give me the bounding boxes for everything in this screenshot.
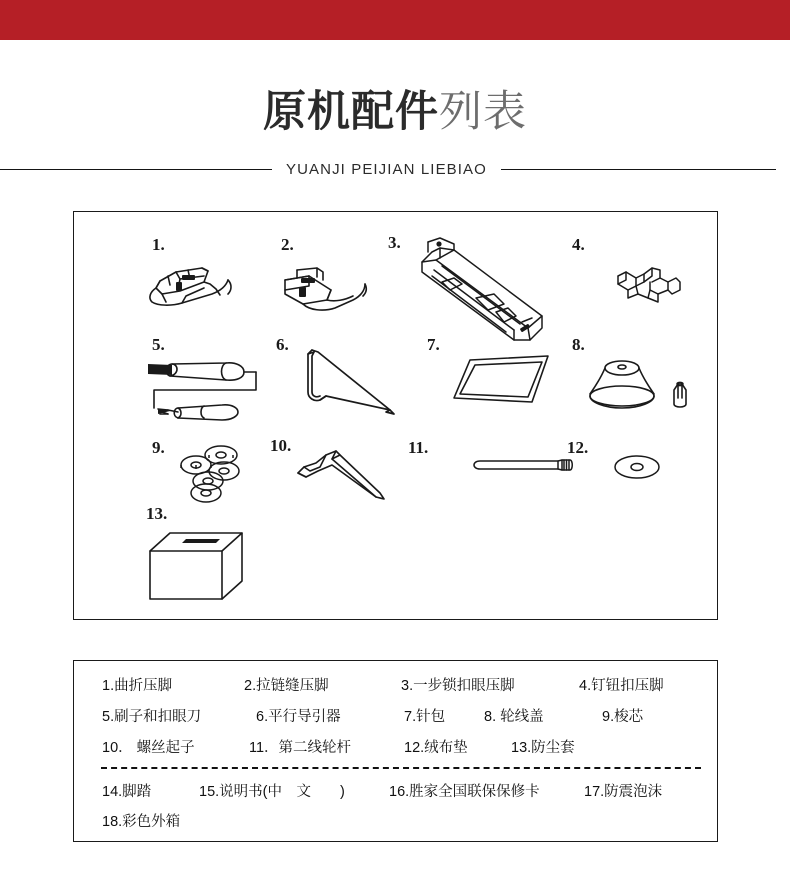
part-label-3: 3.一步锁扣眼压脚 (401, 678, 515, 694)
figure-3-number: 3. (388, 233, 401, 252)
part-label-6: 6.平行导引器 (256, 709, 341, 725)
spool-cap-icon (586, 356, 696, 416)
part-label-4: 4.钉钮扣压脚 (579, 678, 664, 694)
part-label-5: 5.刷子和扣眼刀 (102, 709, 202, 725)
figure-11-number: 11. (408, 438, 429, 457)
brush-and-seam-ripper-icon (148, 354, 278, 422)
presser-foot-zipper-icon (279, 258, 371, 314)
needle-pack-icon (452, 354, 556, 408)
part-label-11: 11．第二线轮杆 (249, 740, 352, 756)
presser-foot-buttonhole-icon (410, 236, 560, 348)
figure-9-number: 9. (152, 438, 165, 457)
screwdriver-l-icon (296, 445, 394, 503)
part-label-2: 2.拉链缝压脚 (244, 678, 329, 694)
part-label-17: 17.防震泡沫 (584, 784, 663, 800)
parts-list-divider (101, 767, 701, 769)
part-label-14: 14.脚踏 (102, 784, 152, 800)
spool-pin-icon (474, 455, 574, 477)
part-label-13: 13.防尘套 (511, 740, 575, 756)
presser-foot-button-icon (614, 260, 684, 310)
felt-pad-icon (609, 451, 669, 485)
parts-list-row-5 (74, 810, 717, 836)
figure-10-number: 10. (270, 436, 292, 455)
page-title (0, 86, 790, 138)
part-label-9: 9.梭芯 (602, 709, 644, 725)
page-title-bold: 原机配件 (263, 88, 439, 136)
part-label-16: 16.胜家全国联保保修卡 (389, 784, 540, 800)
parts-list-row-1 (74, 674, 717, 700)
figure-6-number: 6. (276, 335, 289, 354)
accessory-illustration-panel (73, 211, 718, 620)
figure-1-number: 1. (152, 235, 165, 254)
figure-5-number: 5. (152, 335, 165, 354)
part-label-18: 18.彩色外箱 (102, 814, 181, 830)
figure-2-number: 2. (281, 235, 294, 254)
top-red-banner (0, 0, 790, 40)
bobbins-icon (176, 443, 248, 505)
subtitle-rule-left (0, 169, 272, 170)
page-title-block (0, 86, 790, 138)
quilting-guide-icon (304, 348, 396, 416)
figure-12-number: 12. (567, 438, 589, 457)
part-label-8: 8. 轮线盖 (484, 709, 544, 725)
subtitle-rule-right (501, 169, 776, 170)
page-subtitle: YUANJI PEIJIAN LIEBIAO (286, 160, 487, 178)
figure-8-number: 8. (572, 335, 585, 354)
parts-list-row-3 (74, 736, 717, 762)
dust-cover-icon (146, 529, 250, 605)
parts-list-row-2 (74, 705, 717, 731)
part-label-7: 7.针包 (404, 709, 446, 725)
part-label-1: 1.曲折压脚 (102, 678, 173, 694)
parts-list-row-4 (74, 780, 717, 806)
part-label-15: 15.说明书(中 文 ) (199, 784, 345, 800)
figure-13-number: 13. (146, 504, 168, 523)
subtitle-row (0, 157, 790, 181)
figure-7-number: 7. (427, 335, 440, 354)
figure-4-number: 4. (572, 235, 585, 254)
page-title-light: 列表 (439, 88, 527, 136)
part-label-10: 10． 螺丝起子 (102, 740, 195, 756)
presser-foot-zigzag-icon (146, 258, 238, 314)
part-label-12: 12.绒布垫 (404, 740, 468, 756)
parts-list-box (73, 660, 718, 842)
